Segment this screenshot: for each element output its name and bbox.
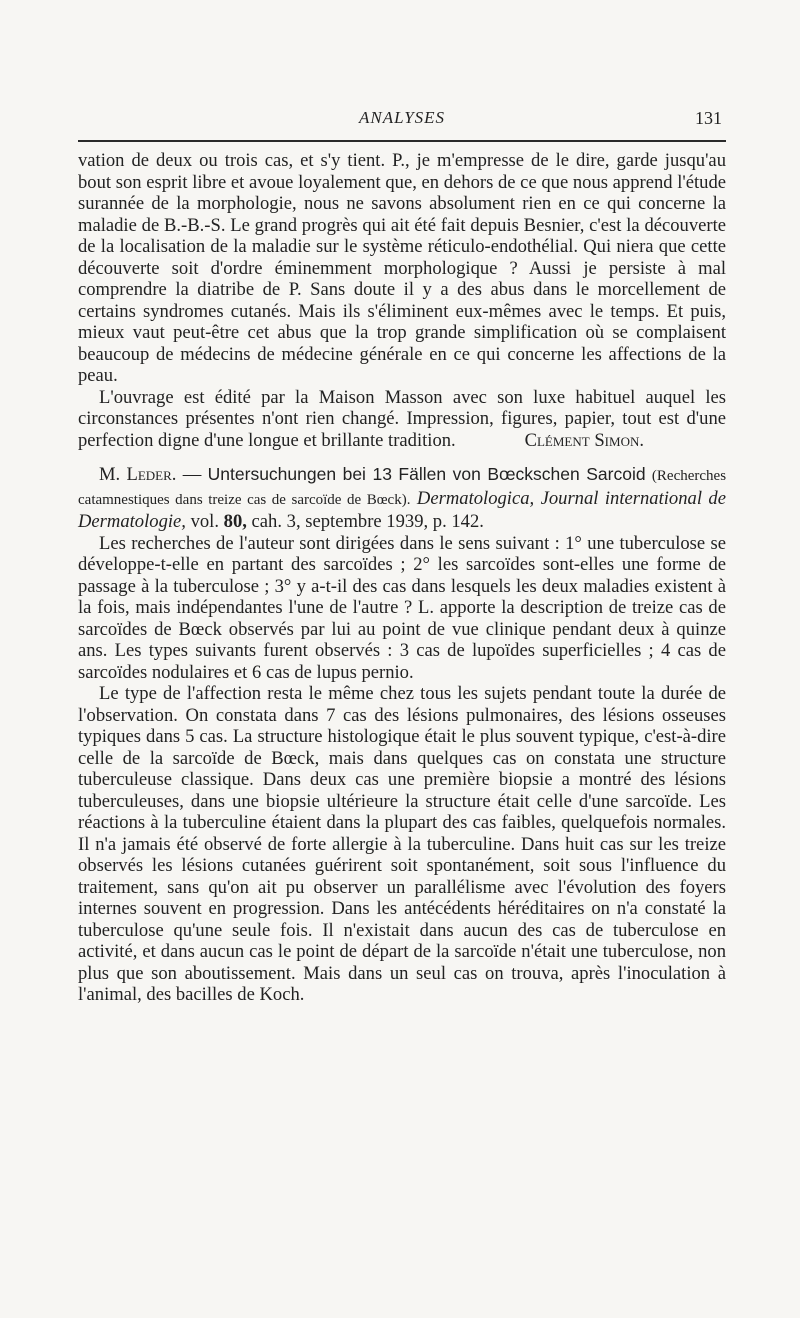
review-2-reference <box>78 464 726 533</box>
review-2-paragraph-2: Le type de l'affection resta le même chez tous les sujets pendant toute la durée de l'observation. On constata dans 7 cas des lésions pulmonaires, des lésions osseuses typiques dans 5 cas. La structure histologique était le plus souvent typique, c'est-à-dire celle de la sarcoïde de Bœck, mais dans quelques cas on constata une structure tuberculeuse classique. Dans deux cas une première biopsie a montré des lésions tuberculeuses, dans une biopsie ultérieure la structure était celle d'une sarcoïde. Les réactions à la tuberculine étaient dans la plupart des cas faibles, quelquefois normales. Il n'a jamais été observé de forte allergie à la tuberculine. Dans huit cas sur les treize observés les lésions cutanées guérirent soit spontanément, soit sous l'influence du traitement, sans qu'on ait pu observer un parallélisme avec l'évolution des foyers internes souvent en progression. Dans les antécédents héréditaires on n'a constaté la tuberculose qu'une seule fois. Il n'existait dans aucun des cas de tuberculose en activité, et dans aucun cas le point de départ de la sarcoïde n'était une tuberculose, non plus que son aboutissement. Mais dans un seul cas on trouva, après l'inoculation à l'animal, des bacilles de Koch. <box>78 683 726 1005</box>
author-name: Leder. <box>126 464 177 485</box>
page-number: 131 <box>695 108 722 128</box>
body-text <box>78 150 726 1006</box>
section-gap <box>78 451 726 464</box>
running-title: ANALYSES <box>358 108 446 127</box>
review-1-paragraph-2: L'ouvrage est édité par la Maison Masson avec son luxe habituel auquel les circonstances présentes n'ont rien changé. Impression, figures, papier, tout est d'une perfection digne d'une longue et brillante tradition. <box>78 386 726 451</box>
volume-prefix: vol. <box>185 511 224 532</box>
review-1-signature: Clément Simon. <box>524 429 644 451</box>
running-head <box>78 108 726 134</box>
volume-number: 80, <box>223 511 247 532</box>
issue-info: cah. 3, septembre 1939, p. 142. <box>246 511 484 532</box>
journal-name: Dermatologica, Journal international de Dermatologie, <box>78 487 726 532</box>
review-1-paragraph-1: vation de deux ou trois cas, et s'y tient. P., je m'empresse de le dire, garde jusqu'au bout son esprit libre et avoue loyalement que, en dehors de ce que nous apprend l'étude surannée de la morphologie, nous ne savons absolument rien en ce qui concerne la maladie de B.-B.-S. Le grand progrès qui ait été fait depuis Besnier, c'est la découverte de la localisation de la maladie sur le système réticulo-endothélial. Qui niera que cette découverte soit d'ordre éminemment morphologique ? Aussi je persiste à mal comprendre la diatribe de P. Sans doute il y a des abus dans le morcellement de certains syndromes cutanés. Mais ils s'éliminent eux-mêmes avec le temps. Et puis, mieux vaut peut-être cet abus que la trop grande simplification où se complaisent beaucoup de médecins de médecine générale en ce qui concerne les affections de la peau. <box>78 150 726 386</box>
header-rule <box>78 140 726 142</box>
article-title: Untersuchungen bei 13 Fällen von Bœckschen Sarcoid <box>207 464 646 484</box>
reference-dash: — <box>176 464 208 485</box>
article-subtitle: (Recherches catamnestiques dans treize cas de sarcoïde de Bœck). <box>78 468 727 508</box>
author-initial: M. <box>99 464 121 485</box>
review-2-paragraph-1: Les recherches de l'auteur sont dirigées dans le sens suivant : 1° une tuberculose se développe-t-elle en partant des sarcoïdes ; 2° les sarcoïdes sont-elles une forme de passage à la tuberculose ; 3° y a-t-il des cas dans lesquels les deux maladies existent à la fois, mais indépendantes l'une de l'autre ? L. apporte la description de treize cas de sarcoïdes de Bœck observés par lui au point de vue clinique pendant deux à quinze ans. Les types suivants furent observés : 3 cas de lupoïdes superficielles ; 4 cas de sarcoïdes nodulaires et 6 cas de lupus pernio. <box>78 532 726 683</box>
